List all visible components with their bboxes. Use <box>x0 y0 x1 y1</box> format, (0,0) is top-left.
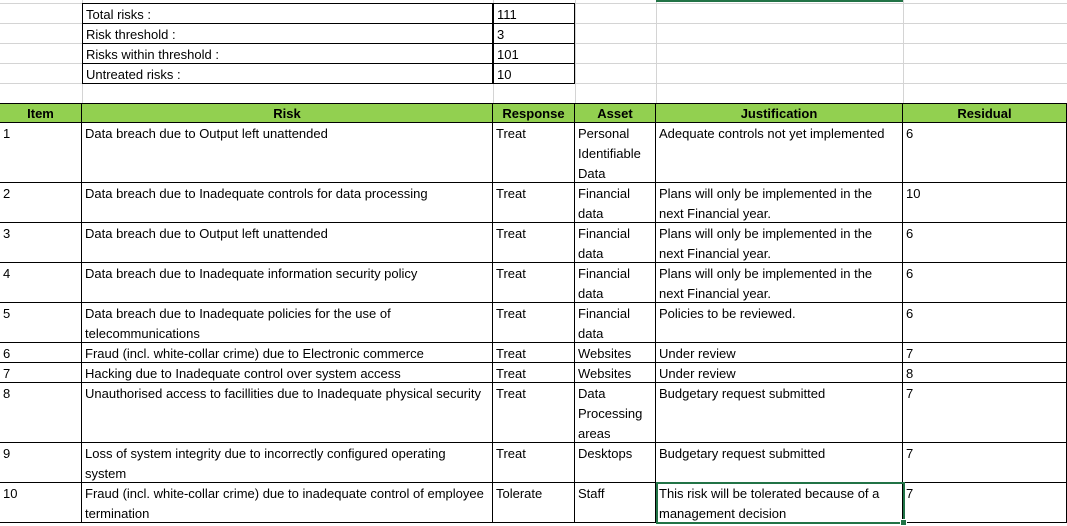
header-item[interactable]: Item <box>0 103 82 123</box>
cell-residual[interactable]: 7 <box>903 383 1067 443</box>
cell-item[interactable]: 1 <box>0 123 82 183</box>
cell-justification[interactable]: Budgetary request submitted <box>656 383 903 443</box>
cell-residual[interactable]: 7 <box>903 343 1067 363</box>
cell-asset[interactable]: Financial data <box>575 183 656 223</box>
cell-risk[interactable]: Data breach due to Inadequate controls for data processing <box>82 183 493 223</box>
cell-risk[interactable]: Hacking due to Inadequate control over system access <box>82 363 493 383</box>
cell-response[interactable]: Treat <box>493 363 575 383</box>
summary-value-within-threshold[interactable]: 101 <box>493 43 575 64</box>
cell-justification[interactable]: Plans will only be implemented in the next Financial year. <box>656 263 903 303</box>
cell-residual[interactable]: 6 <box>903 123 1067 183</box>
cell-item[interactable]: 9 <box>0 443 82 483</box>
cell-residual[interactable]: 7 <box>903 483 1067 523</box>
summary-value-risk-threshold[interactable]: 3 <box>493 23 575 44</box>
summary-label-total-risks[interactable]: Total risks : <box>82 3 493 24</box>
cell-asset[interactable]: Websites <box>575 343 656 363</box>
cell-risk[interactable]: Data breach due to Output left unattended <box>82 223 493 263</box>
cell-response[interactable]: Treat <box>493 223 575 263</box>
cell-item[interactable]: 10 <box>0 483 82 523</box>
header-asset[interactable]: Asset <box>575 103 656 123</box>
header-risk[interactable]: Risk <box>82 103 493 123</box>
cell-risk[interactable]: Data breach due to Output left unattended <box>82 123 493 183</box>
summary-label-untreated-risks[interactable]: Untreated risks : <box>82 63 493 84</box>
cell-response[interactable]: Tolerate <box>493 483 575 523</box>
cell-response[interactable]: Treat <box>493 383 575 443</box>
cell-justification[interactable]: This risk will be tolerated because of a management decision <box>656 483 903 523</box>
cell-item[interactable]: 7 <box>0 363 82 383</box>
cell-response[interactable]: Treat <box>493 343 575 363</box>
cell-asset[interactable]: Staff <box>575 483 656 523</box>
gridline-vertical <box>575 0 576 103</box>
cell-justification[interactable]: Plans will only be implemented in the next Financial year. <box>656 223 903 263</box>
cell-justification[interactable]: Policies to be reviewed. <box>656 303 903 343</box>
cell-justification[interactable]: Adequate controls not yet implemented <box>656 123 903 183</box>
cell-risk[interactable]: Data breach due to Inadequate information security policy <box>82 263 493 303</box>
cell-residual[interactable]: 6 <box>903 263 1067 303</box>
cell-risk[interactable]: Loss of system integrity due to incorrectly configured operating system <box>82 443 493 483</box>
cell-risk[interactable]: Fraud (incl. white-collar crime) due to inadequate control of employee termination <box>82 483 493 523</box>
cell-item[interactable]: 8 <box>0 383 82 443</box>
summary-value-total-risks[interactable]: 111 <box>493 3 575 24</box>
cell-item[interactable]: 5 <box>0 303 82 343</box>
cell-asset[interactable]: Desktops <box>575 443 656 483</box>
summary-label-risk-threshold[interactable]: Risk threshold : <box>82 23 493 44</box>
cell-response[interactable]: Treat <box>493 183 575 223</box>
cell-justification[interactable]: Under review <box>656 363 903 383</box>
summary-label-within-threshold[interactable]: Risks within threshold : <box>82 43 493 64</box>
cell-item[interactable]: 2 <box>0 183 82 223</box>
header-residual[interactable]: Residual <box>903 103 1067 123</box>
cell-residual[interactable]: 6 <box>903 303 1067 343</box>
cell-response[interactable]: Treat <box>493 303 575 343</box>
column-selection-indicator <box>656 0 903 2</box>
cell-risk[interactable]: Data breach due to Inadequate policies for the use of telecommunications <box>82 303 493 343</box>
cell-asset[interactable]: Websites <box>575 363 656 383</box>
cell-justification[interactable]: Plans will only be implemented in the next Financial year. <box>656 183 903 223</box>
header-response[interactable]: Response <box>493 103 575 123</box>
cell-response[interactable]: Treat <box>493 443 575 483</box>
cell-justification[interactable]: Under review <box>656 343 903 363</box>
gridline-vertical <box>903 0 904 103</box>
cell-residual[interactable]: 8 <box>903 363 1067 383</box>
cell-justification[interactable]: Budgetary request submitted <box>656 443 903 483</box>
cell-residual[interactable]: 7 <box>903 443 1067 483</box>
cell-asset[interactable]: Personal Identifiable Data <box>575 123 656 183</box>
cell-residual[interactable]: 10 <box>903 183 1067 223</box>
cell-risk[interactable]: Fraud (incl. white-collar crime) due to Electronic commerce <box>82 343 493 363</box>
cell-item[interactable]: 6 <box>0 343 82 363</box>
cell-asset[interactable]: Financial data <box>575 303 656 343</box>
cell-response[interactable]: Treat <box>493 263 575 303</box>
cell-response[interactable]: Treat <box>493 123 575 183</box>
cell-residual[interactable]: 6 <box>903 223 1067 263</box>
cell-asset[interactable]: Data Processing areas <box>575 383 656 443</box>
header-justification[interactable]: Justification <box>656 103 903 123</box>
cell-asset[interactable]: Financial data <box>575 223 656 263</box>
cell-risk[interactable]: Unauthorised access to facillities due to Inadequate physical security <box>82 383 493 443</box>
cell-item[interactable]: 3 <box>0 223 82 263</box>
cell-asset[interactable]: Financial data <box>575 263 656 303</box>
summary-value-untreated-risks[interactable]: 10 <box>493 63 575 84</box>
cell-item[interactable]: 4 <box>0 263 82 303</box>
gridline-vertical <box>656 0 657 103</box>
